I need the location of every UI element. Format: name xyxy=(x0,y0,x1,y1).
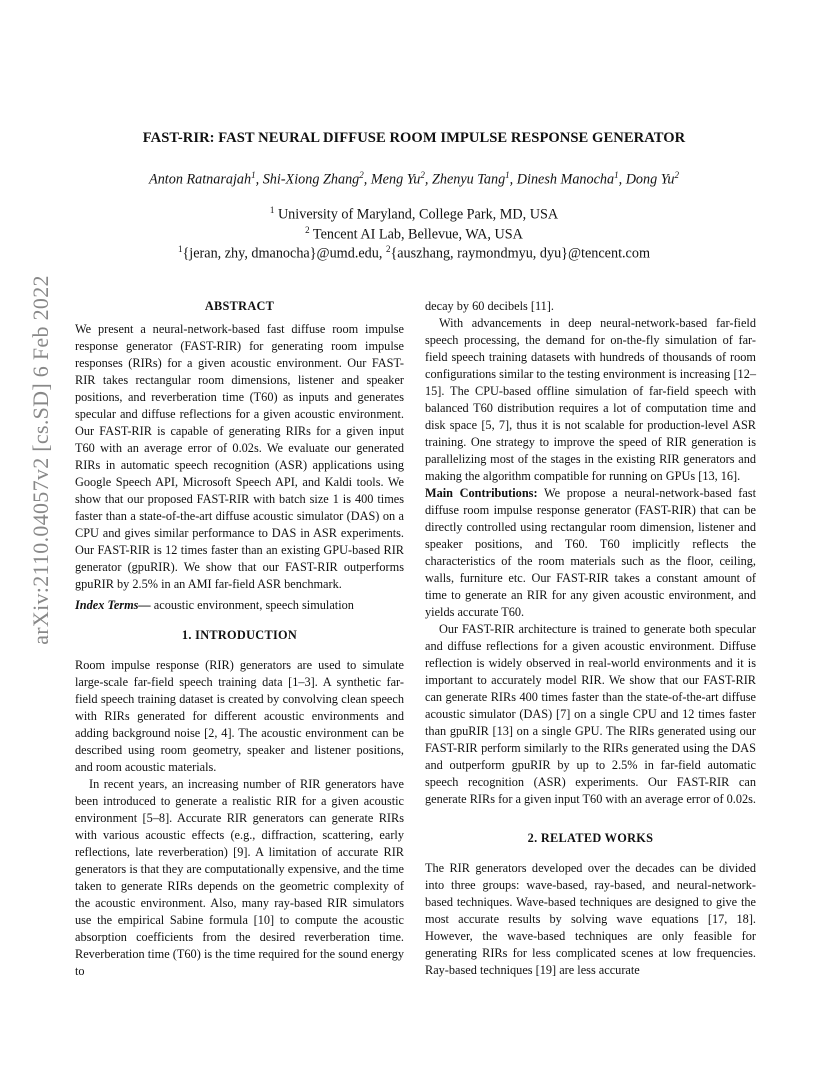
author-affiliation-mark: 2 xyxy=(359,170,364,180)
author: Dinesh Manocha xyxy=(516,171,615,188)
index-terms-label: Index Terms— xyxy=(75,598,151,612)
paragraph: decay by 60 decibels [11]. xyxy=(425,299,554,313)
email-umd: {jeran, zhy, dmanocha}@umd.edu, xyxy=(182,245,386,262)
right-column xyxy=(425,298,756,979)
main-contributions xyxy=(425,485,756,621)
paragraph: In recent years, an increasing number of RIR generators have been introduced to generate a realistic RIR for a given acoustic environment [5–8]. Accurate RIR generators can generate RIRs with various acoustic effects (e.g., diffraction, scattering, early reflections, late reverberation) [9]. A limitation of accurate RIR generators is that they are computationally expensive, and the time taken to generate RIRs depends on the geometric complexity of the acoustic environment. Also, many ray-based RIR simulators use the empirical Sabine formula [10] to compute the acoustic absorption coefficients from the desired reverberation time. Reverberation time (T60) is the time required for the sound energy to xyxy=(75,777,404,978)
index-terms xyxy=(75,597,404,614)
author: Dong Yu xyxy=(625,171,675,188)
affiliation-1 xyxy=(0,205,828,224)
affiliation-mark: 1 xyxy=(269,205,275,215)
paragraph: Our FAST-RIR architecture is trained to generate both specular and diffuse reflections for a given acoustic environment. Diffuse reflection is widely observed in real-world environments and it is important to accurately model RIR. We show that our FAST-RIR can generate RIRs 400 times faster than the state-of-the-art diffuse acoustic simulator (DAS) [7] on a single CPU and 12 times faster than gpuRIR [13] on a single GPU. The RIRs generated using our FAST-RIR perform similarly to the RIRs generated using the DAS and outperform gpuRIR by up to 2.5% in far-field automatic speech recognition (ASR) experiments. Our FAST-RIR can generate RIRs for a given input T60 with an average error of 0.02s. xyxy=(425,622,757,806)
affiliation-2 xyxy=(0,225,828,244)
author-affiliation-mark: 1 xyxy=(251,170,256,180)
arxiv-identifier: arXiv:2110.04057v2 [cs.SD] 6 Feb 2022 xyxy=(28,275,53,645)
email-mark: 2 xyxy=(385,244,391,254)
paragraph: The RIR generators developed over the decades can be divided into three groups: wave-based, ray-based, and neural-network-based techniques. Wave-based techniques are designed to give the most accurate results by solving wave equations [17, 18]. However, the wave-based techniques are only feasible for generating RIRs for less complicated scenes at low frequencies. Ray-based techniques [19] are less accurate xyxy=(425,861,756,977)
section-heading-related-works: 2. RELATED WORKS xyxy=(527,831,654,845)
section-heading-introduction: 1. INTRODUCTION xyxy=(181,628,298,642)
author: Shi-Xiong Zhang xyxy=(262,171,360,188)
author: Meng Yu xyxy=(370,171,421,188)
main-contributions-text: We propose a neural-network-based fast diffuse room impulse response generator (FAST-RIR) that can be directly controlled using rectangular room dimension, listener and speaker positions, and T60. T60 implicitly reflects the characteristics of the room materials such as the floor, ceiling, walls, furniture etc. Our FAST-RIR takes a constant amount of time to generate an RIR for any given acoustic environment, and yields accurate T60. xyxy=(425,486,756,619)
main-contributions-label: Main Contributions: xyxy=(425,486,538,500)
paragraph: Room impulse response (RIR) generators are used to simulate large-scale far-field speech training data [1–3]. A synthetic far-field speech training dataset is created by convolving clean speech with RIRs generated for different acoustic environments and adding background noise [2, 4]. The acoustic environment can be described using room geometry, speaker and listener positions, and room acoustic materials. xyxy=(75,658,404,774)
author-affiliation-mark: 2 xyxy=(674,170,679,180)
author: Anton Ratnarajah xyxy=(149,171,252,188)
author: Zhenyu Tang xyxy=(431,171,506,188)
author-emails xyxy=(0,244,828,263)
paragraph: With advancements in deep neural-network-based far-field speech processing, the demand for on-the-fly simulation of far-field speech training datasets with hundreds of thousands of room configurations similar to the testing environment is increasing [12–15]. The CPU-based offline simulation of far-field speech with balanced T60 distribution requires a lot of computation time and disk space [5, 7], thus it is not scalable for production-level ASR training. One strategy to improve the speed of RIR generation is parallelizing most of the stages in the existing RIR generators and making the algorithm compatible for running on GPUs [13, 16]. xyxy=(425,316,756,483)
abstract-heading: ABSTRACT xyxy=(204,299,275,313)
author-affiliation-mark: 1 xyxy=(505,170,510,180)
left-column xyxy=(75,298,404,980)
affiliation-text: University of Maryland, College Park, MD, USA xyxy=(274,206,559,223)
author-affiliation-mark: 2 xyxy=(420,170,425,180)
email-tencent: {auszhang, raymondmyu, dyu}@tencent.com xyxy=(390,245,650,262)
author-affiliation-mark: 1 xyxy=(614,170,619,180)
email-mark: 1 xyxy=(178,244,183,254)
abstract-body: We present a neural-network-based fast diffuse room impulse response generator (FAST-RIR) for generating room impulse responses (RIRs) for a given acoustic environment. Our FAST-RIR takes rectangular room dimensions, listener and speaker positions, and reverberation time (T60) as inputs and generates specular and diffuse reflections for a given acoustic environment. Our FAST-RIR is capable of generating RIRs for a given input T60 with an average error of 0.02s. We evaluate our generated RIRs in automatic speech recognition (ASR) applications using Google Speech API, Microsoft Speech API, and Kaldi tools. We show that our proposed FAST-RIR with batch size 1 is 400 times faster than a state-of-the-art diffuse acoustic simulator (DAS) on a CPU and gives similar performance to DAS in ASR experiments. Our FAST-RIR is 12 times faster than an existing GPU-based RIR generator (gpuRIR). We show that our FAST-RIR outperforms gpuRIR by 2.5% in an AMI far-field ASR benchmark. xyxy=(75,322,404,591)
arxiv-sidebar xyxy=(16,180,66,740)
author-list: Anton Ratnarajah$^1$, Shi-Xiong Zhang$^2$, Meng Yu$^2$, Zhenyu Tang$^1$, Dinesh Manocha$^1$, Dong Yu$^2$ xyxy=(149,170,679,188)
paper-title: FAST-RIR: FAST NEURAL DIFFUSE ROOM IMPULSE RESPONSE GENERATOR xyxy=(142,130,686,146)
index-terms-text: acoustic environment, speech simulation xyxy=(150,598,354,612)
affiliation-mark: 2 xyxy=(305,225,310,235)
affiliation-text: Tencent AI Lab, Bellevue, WA, USA xyxy=(309,226,523,243)
